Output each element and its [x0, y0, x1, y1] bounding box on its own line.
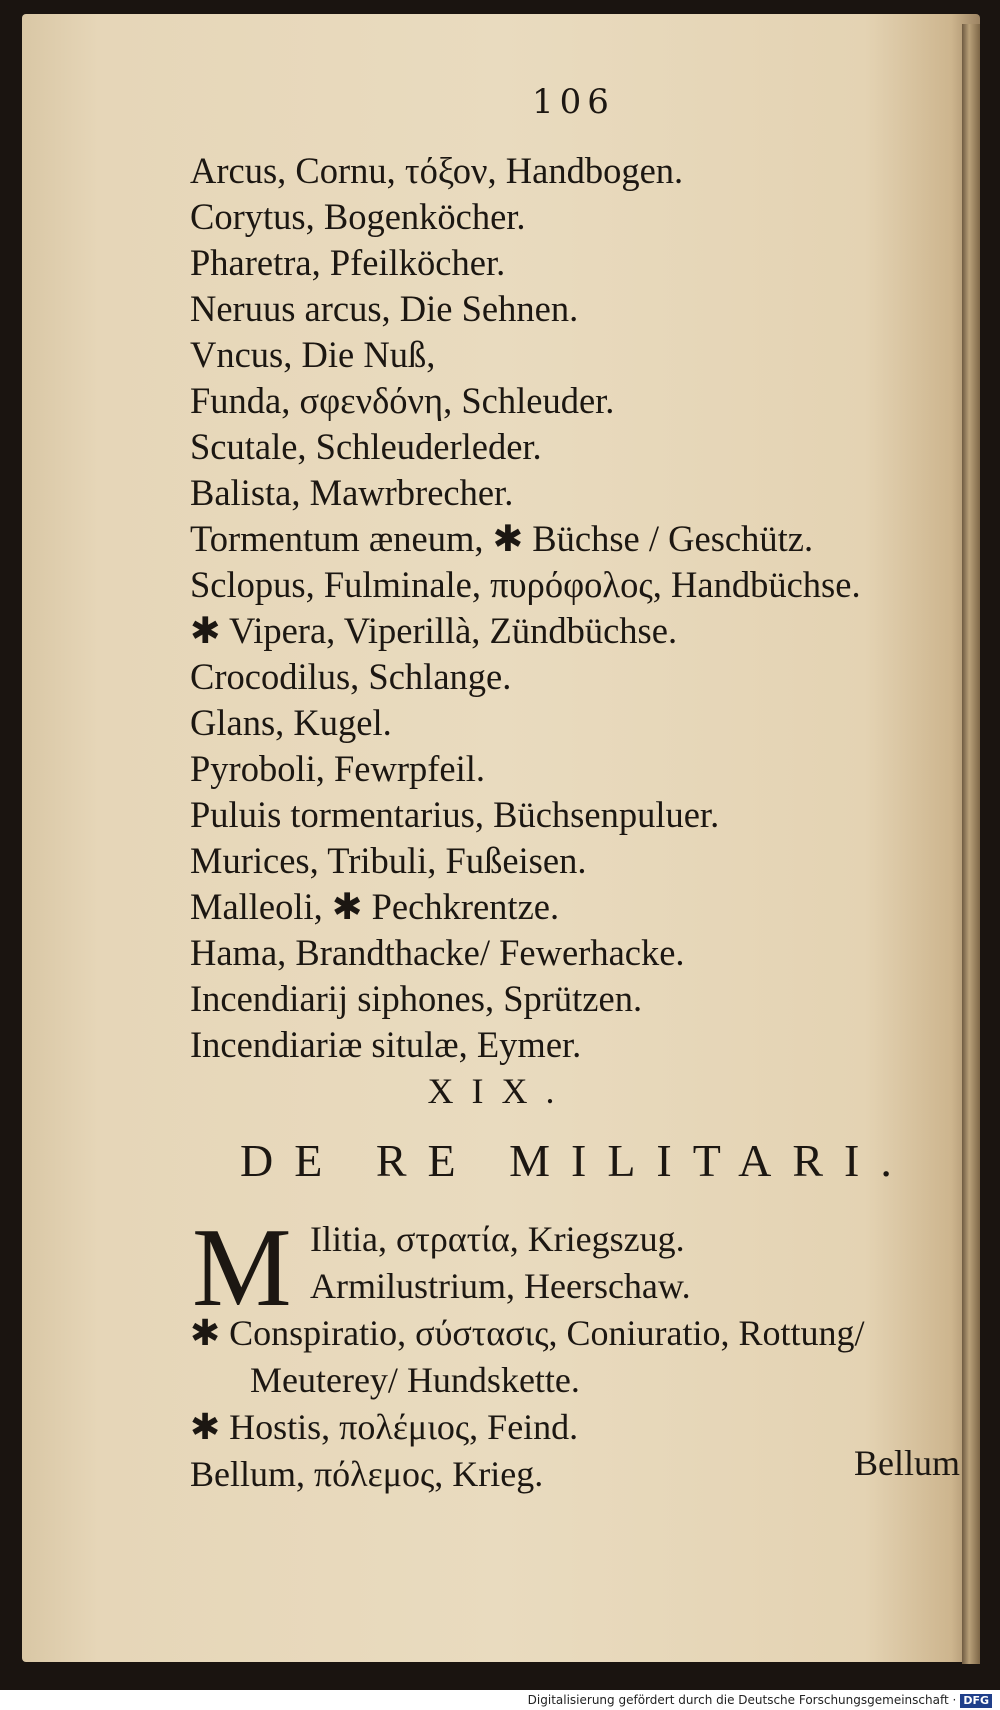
drop-capital: M: [192, 1206, 292, 1330]
vocabulary-list: [190, 148, 970, 1068]
vocabulary-entry: Scutale, Schleuderleder.: [190, 426, 542, 467]
vocabulary-entry: Hama, Brandthacke/ Fewerhacke.: [190, 932, 685, 973]
vocabulary-entry: Murices, Tribuli, Fußeisen.: [190, 840, 587, 881]
catchword: Bellum: [854, 1443, 960, 1483]
vocabulary-entry: Sclopus, Fulminale, πυρόφολος, Handbüchse.: [190, 564, 861, 605]
vocabulary-entry: Malleoli, ✱ Pechkrentze.: [190, 886, 560, 927]
vocabulary-entry: Crocodilus, Schlange.: [190, 656, 512, 697]
chapter-number: XIX.: [427, 1071, 573, 1111]
vocabulary-entry: Funda, σφενδόνη, Schleuder.: [190, 380, 615, 421]
vocabulary-entry: Puluis tormentarius, Büchsenpuluer.: [190, 794, 720, 835]
footer-text: Digitalisierung gefördert durch die Deutsche Forschungsgemeinschaft ·: [527, 1693, 957, 1707]
digitization-footer: [0, 1690, 1000, 1710]
vocabulary-entry: Corytus, Bogenköcher.: [190, 196, 526, 237]
vocabulary-entry: Balista, Mawrbrecher.: [190, 472, 514, 513]
vocabulary-entry: Ilitia, στρατία, Kriegszug.: [310, 1219, 685, 1259]
vocabulary-entry: Vncus, Die Nuß,: [190, 334, 436, 375]
vocabulary-entry: Arcus, Cornu, τόξον, Handbogen.: [190, 150, 684, 191]
vocabulary-entry: Armilustrium, Heerschaw.: [310, 1266, 691, 1306]
vocabulary-entry: Neruus arcus, Die Sehnen.: [190, 288, 579, 329]
dfg-logo: DFG: [960, 1694, 992, 1708]
chapter-title: DE RE MILITARI.: [240, 1135, 913, 1186]
vocabulary-entry: ✱ Conspiratio, σύστασις, Coniuratio, Rottung/: [190, 1313, 865, 1353]
vocabulary-entry: Incendiarij siphones, Sprützen.: [190, 978, 643, 1019]
vocabulary-entry: Pharetra, Pfeilköcher.: [190, 242, 506, 283]
vocabulary-entry: Tormentum æneum, ✱ Büchse / Geschütz.: [190, 518, 814, 559]
vocabulary-entry: Meuterey/ Hundskette.: [250, 1360, 580, 1400]
vocabulary-entry: Bellum, πόλεμος, Krieg.: [190, 1454, 544, 1494]
vocabulary-entry: ✱ Hostis, πολέμιος, Feind.: [190, 1407, 579, 1447]
vocabulary-entry: Incendiariæ situlæ, Eymer.: [190, 1024, 582, 1065]
vocabulary-entry: ✱ Vipera, Viperillà, Zündbüchse.: [190, 610, 678, 651]
page-number: 106: [532, 82, 615, 122]
vocabulary-entry: Pyroboli, Fewrpfeil.: [190, 748, 486, 789]
vocabulary-entry: Glans, Kugel.: [190, 702, 392, 743]
